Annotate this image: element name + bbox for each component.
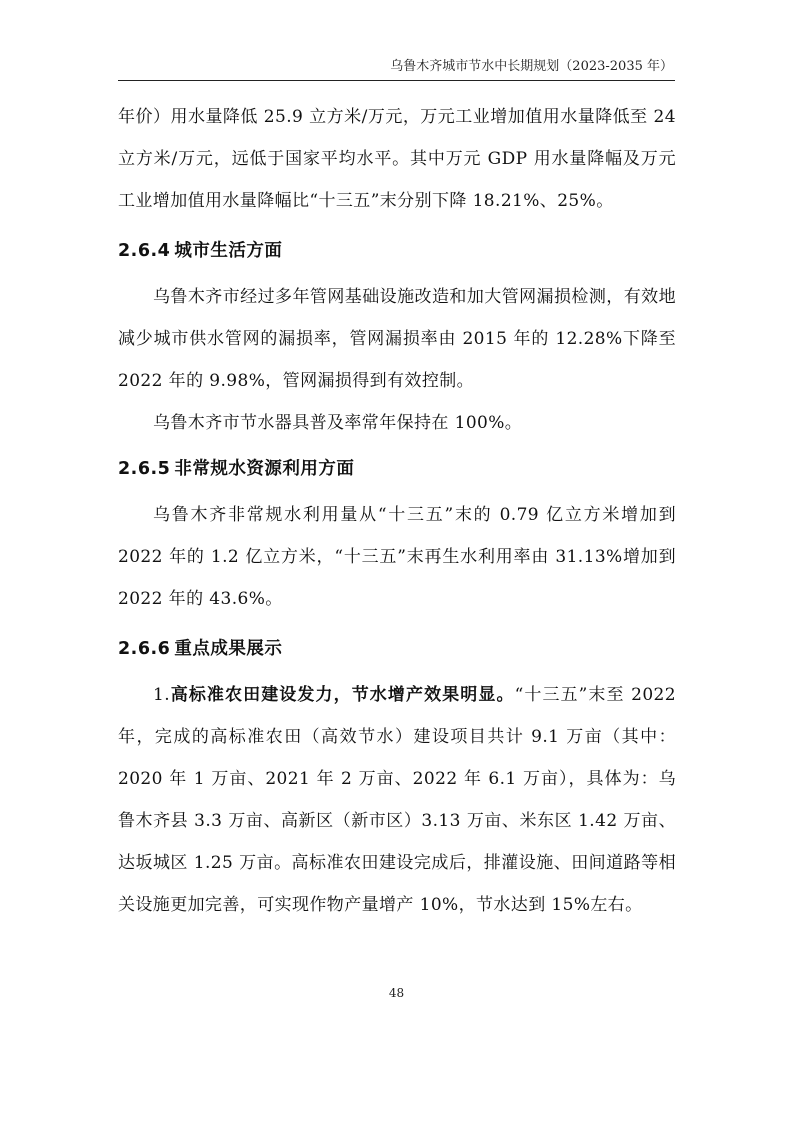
paragraph: 乌鲁木齐市经过多年管网基础设施改造和加大管网漏损检测，有效地减少城市供水管网的漏损率，管网漏损率由 2015 年的 12.28%下降至 2022 年的 9.98%，管网漏损得到有效控制。 <box>118 287 676 391</box>
achievement-item <box>118 674 676 926</box>
page-number: 48 <box>388 986 405 1000</box>
section-number: 2.6.6 <box>118 639 171 659</box>
document-body <box>118 96 676 926</box>
item-lead: 高标准农田建设发力，节水增产效果明显。 <box>170 685 515 705</box>
section-heading-2-6-4 <box>118 226 676 276</box>
section-number: 2.6.4 <box>118 241 171 261</box>
section-title: 非常规水资源利用方面 <box>174 459 355 479</box>
section-heading-2-6-5 <box>118 444 676 494</box>
paragraph: 乌鲁木齐非常规水利用量从“十三五”末的 0.79 亿立方米增加到 2022 年的 1.2 亿立方米，“十三五”末再生水利用率由 31.13%增加到 2022 年的 43.6%。 <box>118 505 676 609</box>
section-number: 2.6.5 <box>118 459 171 479</box>
paragraph: 乌鲁木齐市节水器具普及率常年保持在 100%。 <box>153 413 523 433</box>
header-title: 乌鲁木齐城市节水中长期规划（2023-2035 年） <box>390 59 673 74</box>
continuation-paragraph: 年价）用水量降低 25.9 立方米/万元，万元工业增加值用水量降低至 24 立方米/万元，远低于国家平均水平。其中万元 GDP 用水量降幅及万元工业增加值用水量降幅比“十三五”末分别下降 18.21%、25%。 <box>118 107 676 211</box>
item-text: “十三五”末至 2022 年，完成的高标准农田（高效节水）建设项目共计 9.1 万亩（其中：2020 年 1 万亩、2021 年 2 万亩、2022 年 6.1 万亩），具体为：乌鲁木齐县 3.3 万亩、高新区（新市区）3.13 万亩、米东区 1.42 万亩、达坂城区 1.25 万亩。高标准农田建设完成后，排灌设施、田间道路等相关设施更加完善，可实现作物产量增产 10%，节水达到 15%左右。 <box>118 685 676 915</box>
page-header <box>118 52 675 81</box>
section-title: 城市生活方面 <box>174 241 283 261</box>
item-prefix: 1. <box>153 685 171 705</box>
section-heading-2-6-6 <box>118 624 676 674</box>
section-title: 重点成果展示 <box>174 639 283 659</box>
